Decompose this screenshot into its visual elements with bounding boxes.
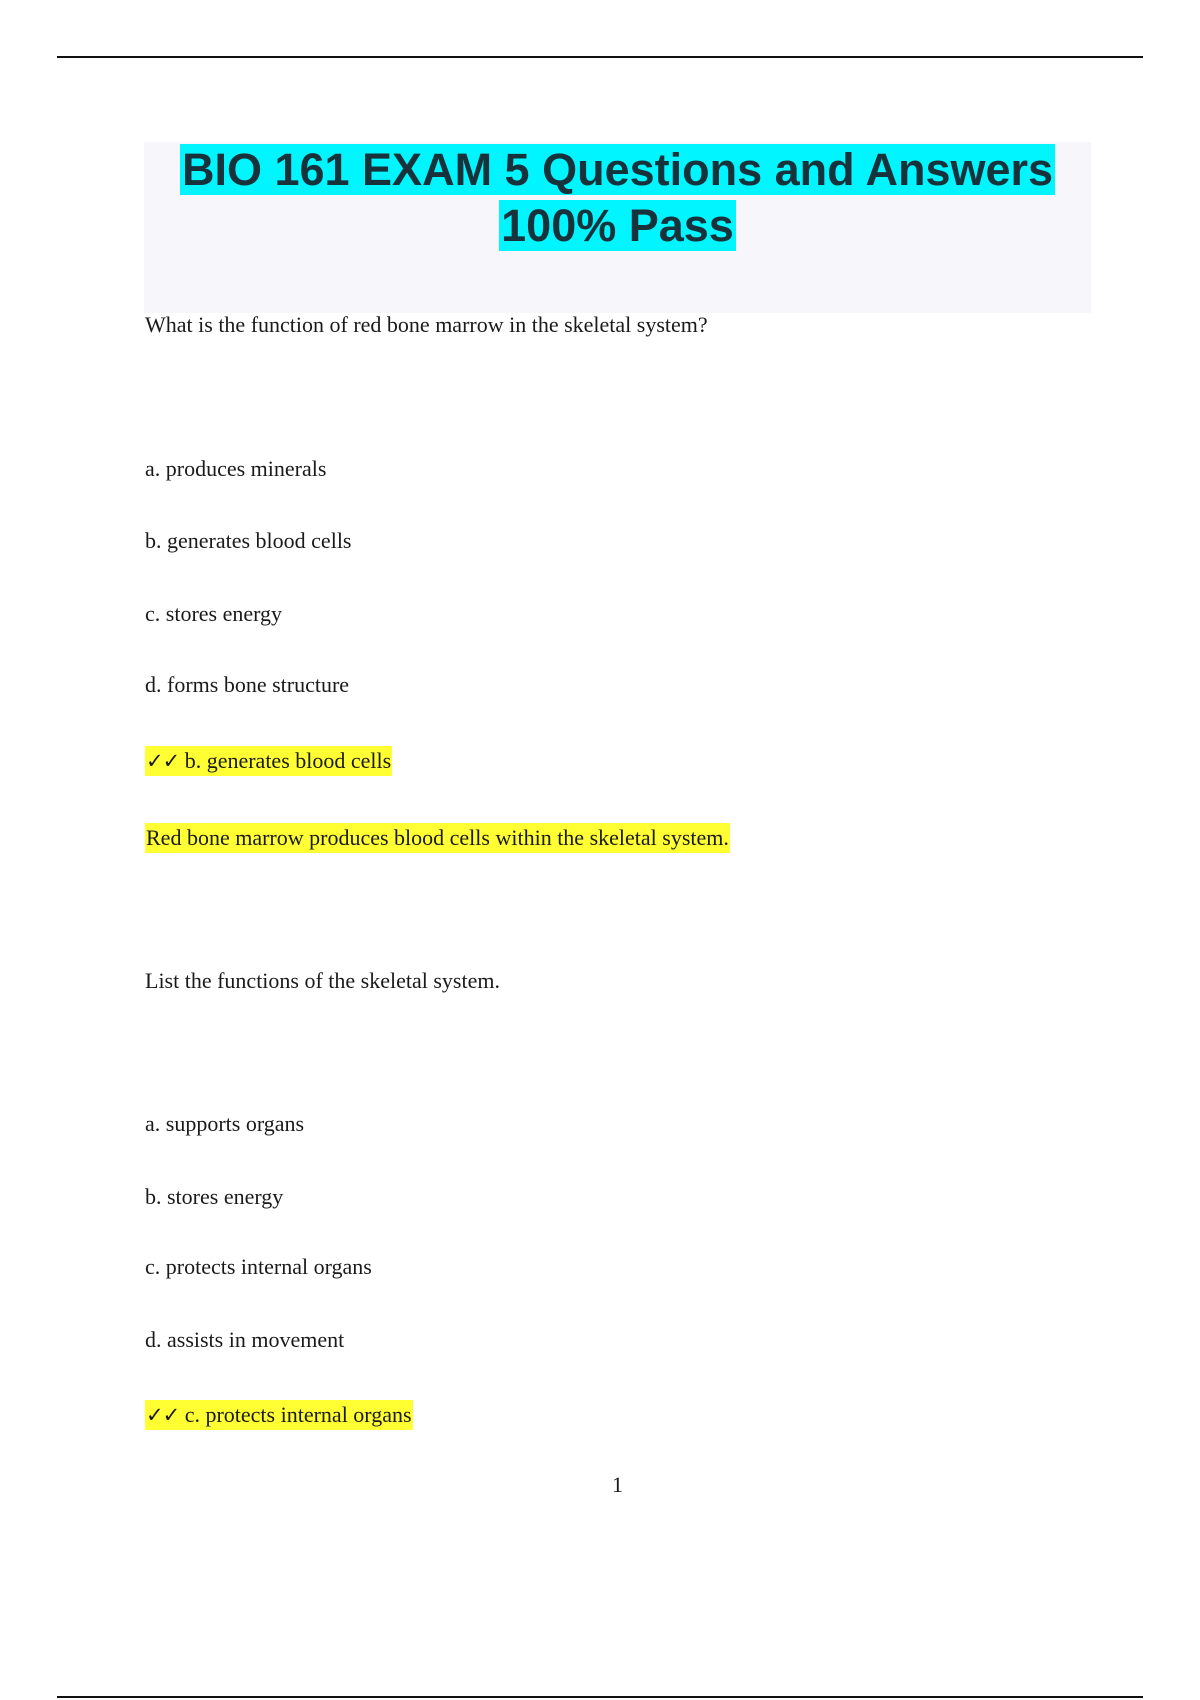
header-rule (57, 56, 1143, 58)
question-1-option-a: a. produces minerals (145, 456, 327, 481)
footer-rule (57, 1696, 1143, 1698)
question-1-answer-text: b. generates blood cells (184, 748, 392, 773)
question-2-text: List the functions of the skeletal system. (145, 968, 500, 993)
question-1-explanation (145, 824, 730, 852)
question-1-option-c: c. stores energy (145, 601, 283, 626)
double-check-icon: ✓✓ (146, 1403, 180, 1427)
question-1-option-d: d. forms bone structure (145, 672, 350, 697)
question-2-option-c: c. protects internal organs (145, 1254, 372, 1279)
title-line-2: 100% Pass (501, 200, 734, 251)
double-check-icon: ✓✓ (146, 749, 180, 773)
answer-highlight (145, 746, 392, 776)
answer-highlight (145, 1400, 413, 1430)
question-2-option-b: b. stores energy (145, 1184, 284, 1209)
question-2-answer-text: c. protects internal organs (184, 1402, 412, 1427)
question-1-option-b: b. generates blood cells (145, 528, 352, 553)
question-1-answer (145, 747, 392, 775)
explanation-highlight: Red bone marrow produces blood cells within the skeletal system. (145, 823, 730, 853)
question-1-text: What is the function of red bone marrow in the skeletal system? (145, 312, 708, 337)
title-line-1: BIO 161 EXAM 5 Questions and Answers (181, 144, 1054, 195)
question-2-answer (145, 1401, 413, 1429)
document-title (144, 142, 1091, 254)
question-2-option-a: a. supports organs (145, 1111, 305, 1136)
page-number: 1 (612, 1472, 623, 1497)
question-2-option-d: d. assists in movement (145, 1327, 345, 1352)
